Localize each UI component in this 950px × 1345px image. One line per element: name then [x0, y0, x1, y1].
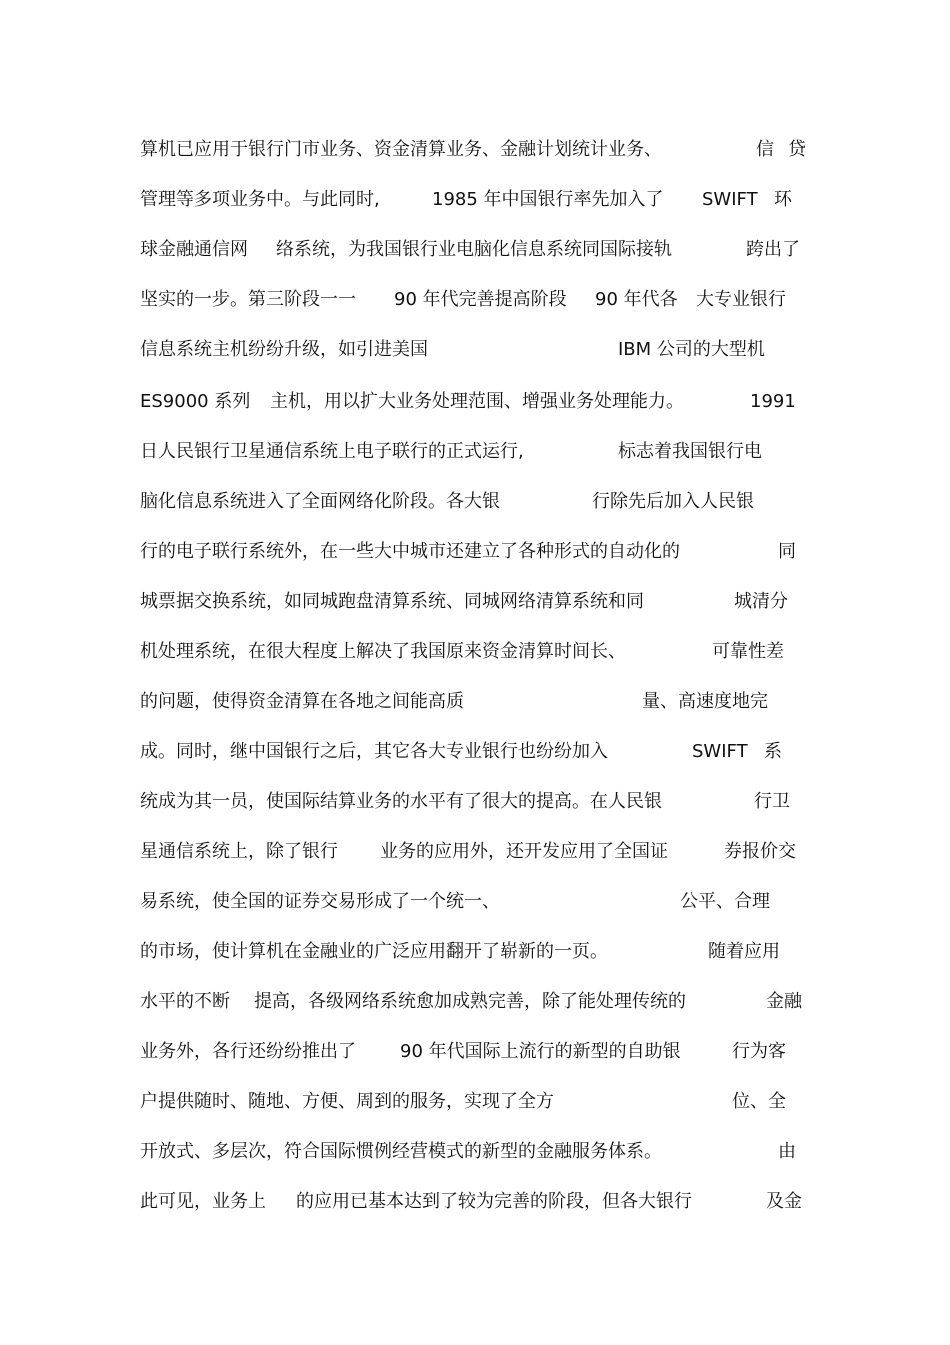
text-segment: SWIFT — [702, 189, 758, 210]
text-segment: 业务外，各行还纷纷推出了 — [140, 1041, 356, 1062]
text-segment: 券报价交 — [724, 841, 796, 862]
text-segment: 行除先后加入人民银 — [592, 491, 754, 512]
text-line — [140, 285, 810, 315]
text-segment: 公平、合理 — [680, 891, 770, 912]
text-segment: 易系统，使全国的证券交易形成了一个统一、 — [140, 891, 500, 912]
text-segment: 城票据交换系统，如同城跑盘清算系统、同城网络清算系统和同 — [140, 591, 644, 612]
text-segment: 脑化信息系统进入了全面网络化阶段。各大银 — [140, 491, 500, 512]
text-segment: 络系统，为我国银行业电脑化信息系统同国际接轨 — [276, 239, 672, 260]
text-segment: 行的电子联行系统外，在一些大中城市还建立了各种形式的自动化的 — [140, 541, 680, 562]
text-line — [140, 387, 810, 417]
text-line — [140, 787, 810, 817]
text-segment: 统成为其一员，使国际结算业务的水平有了很大的提高。在人民银 — [140, 791, 662, 812]
text-segment: 日人民银行卫星通信系统上电子联行的正式运行, — [140, 441, 524, 462]
text-line — [140, 887, 810, 917]
text-segment: 业务的应用外，还开发应用了全国证 — [380, 841, 668, 862]
text-segment: 信息系统主机纷纷升级，如引进美国 — [140, 339, 428, 360]
text-segment: 1991 — [750, 391, 796, 412]
text-segment: 可靠性差 — [712, 641, 784, 662]
text-segment: 量、高速度地完 — [642, 691, 768, 712]
text-segment: 提高，各级网络系统愈加成熟完善，除了能处理传统的 — [254, 991, 686, 1012]
text-line — [140, 235, 810, 265]
text-segment: 跨出了 — [746, 239, 800, 260]
text-line — [140, 1037, 810, 1067]
text-segment: 由 — [778, 1141, 796, 1162]
text-segment: 城清分 — [734, 591, 788, 612]
text-segment: 球金融通信网 — [140, 239, 248, 260]
text-segment: 及金 — [766, 1191, 802, 1212]
text-segment: 机处理系统，在很大程度上解决了我国原来资金清算时间长、 — [140, 641, 626, 662]
text-line — [140, 987, 810, 1017]
text-line — [140, 687, 810, 717]
text-line — [140, 837, 810, 867]
text-segment: 90 年代完善提高阶段 — [394, 289, 567, 310]
text-segment: 1985 年中国银行率先加入了 — [432, 189, 664, 210]
text-line — [140, 937, 810, 967]
text-segment: 水平的不断 — [140, 991, 230, 1012]
text-segment: 随着应用 — [708, 941, 780, 962]
text-segment: 星通信系统上，除了银行 — [140, 841, 338, 862]
text-segment: 主机，用以扩大业务处理范围、增强业务处理能力。 — [270, 391, 684, 412]
text-segment: 的问题，使得资金清算在各地之间能高质 — [140, 691, 464, 712]
text-segment: 坚实的一步。第三阶段一一 — [140, 289, 356, 310]
text-segment: 算机已应用于银行门市业务、资金清算业务、金融计划统计业务、 — [140, 139, 662, 160]
text-segment: 管理等多项业务中。与此同时, — [140, 189, 380, 210]
text-segment: 的应用已基本达到了较为完善的阶段，但各大银行 — [296, 1191, 692, 1212]
text-segment: 成。同时，继中国银行之后，其它各大专业银行也纷纷加入 — [140, 741, 608, 762]
text-line — [140, 737, 810, 767]
text-line — [140, 135, 810, 165]
text-segment: 的市场，使计算机在金融业的广泛应用翻开了崭新的一页。 — [140, 941, 608, 962]
text-segment: 行为客 — [732, 1041, 786, 1062]
text-segment: 大专业银行 — [696, 289, 786, 310]
text-segment: IBM 公司的大型机 — [618, 339, 765, 360]
text-line — [140, 1187, 810, 1217]
text-segment: 环 — [774, 189, 792, 210]
text-segment: 贷 — [788, 139, 806, 160]
text-line — [140, 637, 810, 667]
text-segment: 开放式、多层次，符合国际惯例经营模式的新型的金融服务体系。 — [140, 1141, 662, 1162]
text-segment: 90 年代各 — [595, 289, 678, 310]
text-segment: SWIFT — [692, 741, 748, 762]
text-line — [140, 335, 810, 365]
text-segment: 行卫 — [754, 791, 790, 812]
text-segment: 位、全 — [732, 1091, 786, 1112]
text-segment: 金融 — [766, 991, 802, 1012]
text-line — [140, 537, 810, 567]
text-line — [140, 587, 810, 617]
text-line — [140, 1087, 810, 1117]
text-line — [140, 185, 810, 215]
text-line — [140, 1137, 810, 1167]
text-line — [140, 487, 810, 517]
text-segment: 此可见，业务上 — [140, 1191, 266, 1212]
text-segment: 标志着我国银行电 — [618, 441, 762, 462]
text-segment: 信 — [756, 139, 774, 160]
text-segment: 同 — [778, 541, 796, 562]
text-line — [140, 437, 810, 467]
text-segment: ES9000 系列 — [140, 391, 251, 412]
text-segment: 户提供随时、随地、方便、周到的服务，实现了全方 — [140, 1091, 554, 1112]
text-segment: 系 — [764, 741, 782, 762]
text-segment: 90 年代国际上流行的新型的自助银 — [400, 1041, 681, 1062]
